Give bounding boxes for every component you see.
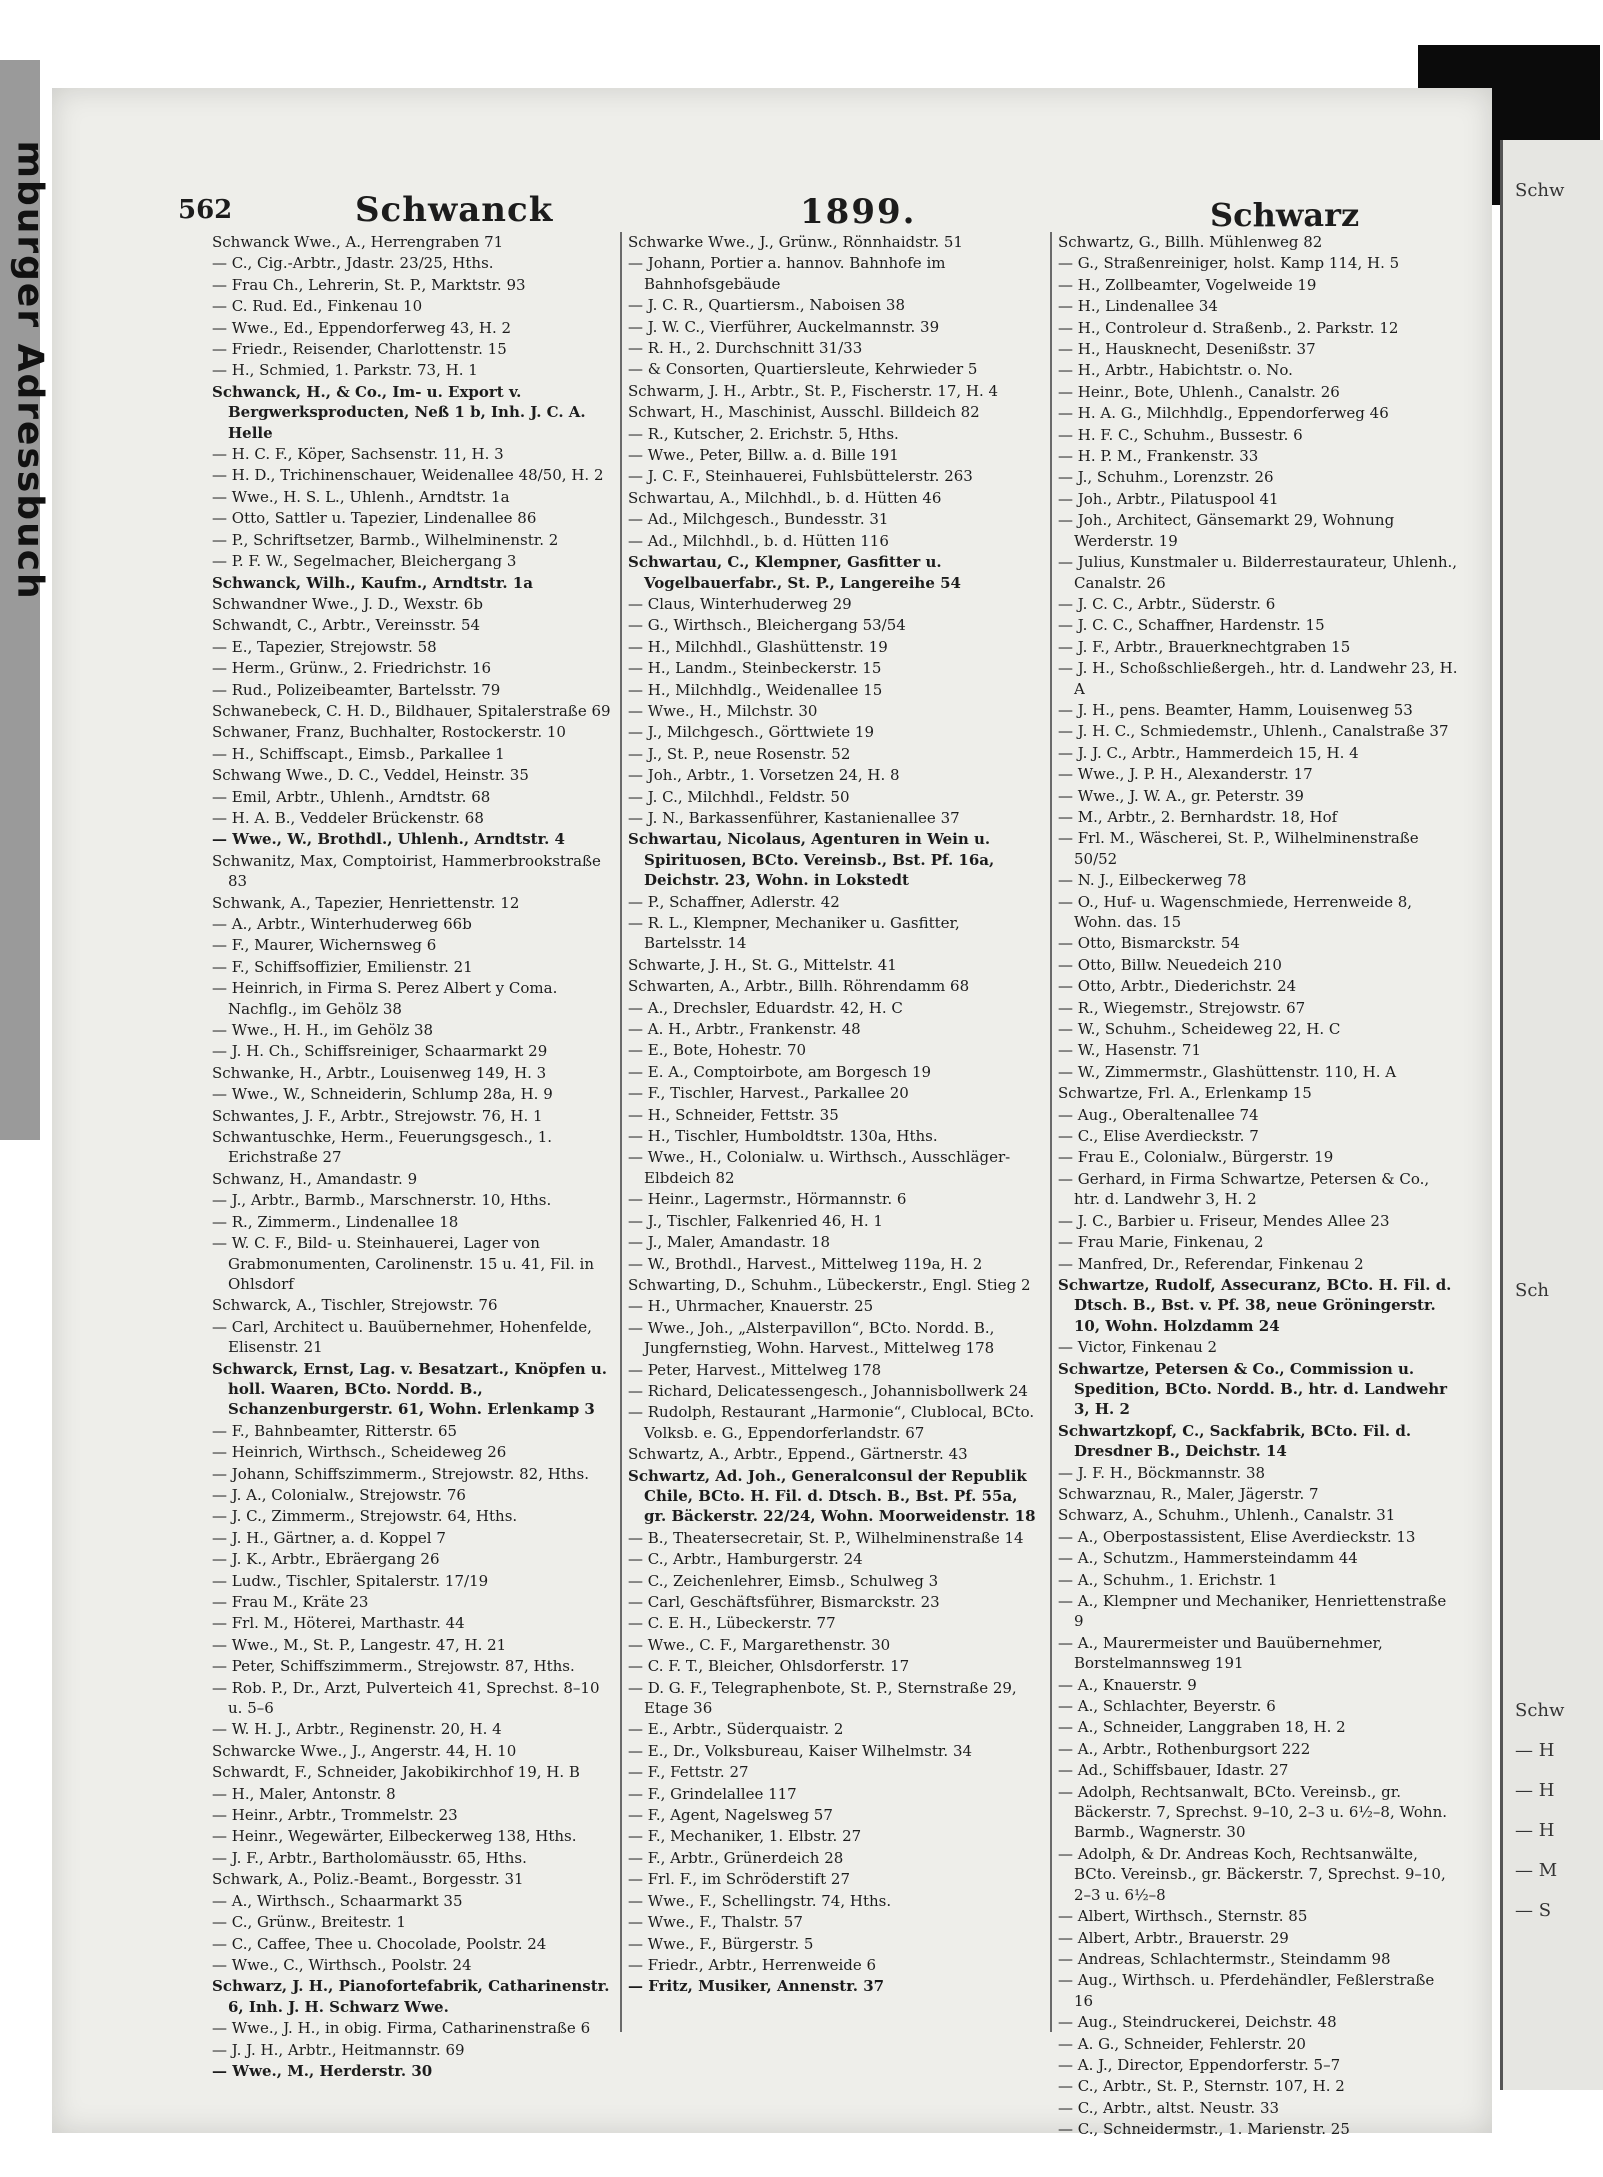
- next-page-fragment: Schw: [1515, 180, 1565, 201]
- directory-entry: — Wwe., H. S. L., Uhlenh., Arndtstr. 1a: [212, 487, 510, 506]
- directory-entry: — G., Wirthsch., Bleichergang 53/54: [628, 616, 906, 635]
- next-page-fragment: — H: [1515, 1780, 1555, 1801]
- directory-entry: — J. F. H., Böckmannstr. 38: [1058, 1463, 1266, 1482]
- directory-entry: — J., Milchgesch., Görttwiete 19: [628, 723, 874, 742]
- directory-entry: — J. C. C., Schaffner, Hardenstr. 15: [1058, 616, 1325, 635]
- directory-entry: — C., Zeichenlehrer, Eimsb., Schulweg 3: [628, 1571, 939, 1590]
- directory-entry: — A., Maurermeister und Bauübernehmer, Borstelmannsweg 191: [1058, 1633, 1383, 1673]
- directory-entry: — H., Uhrmacher, Knauerstr. 25: [628, 1297, 874, 1316]
- directory-entry: — Ad., Schiffsbauer, Idastr. 27: [1058, 1761, 1289, 1780]
- directory-entry: Schwaner, Franz, Buchhalter, Rostockerstr. 10: [212, 723, 566, 742]
- directory-entry: — W. H. J., Arbtr., Reginenstr. 20, H. 4: [212, 1720, 502, 1739]
- directory-entry: — Rudolph, Restaurant „Harmonie“, Clublocal, BCto. Volksb. e. G., Eppendorferlandstr. 67: [628, 1403, 1035, 1442]
- next-page-fragment: — M: [1515, 1860, 1558, 1881]
- directory-entry: — Wwe., C., Wirthsch., Poolstr. 24: [212, 1955, 472, 1974]
- directory-entry: — F., Maurer, Wichernsweg 6: [212, 936, 437, 955]
- directory-entry: — C., Schneidermstr., 1. Marienstr. 25: [1058, 2120, 1350, 2139]
- directory-entry: — E., Bote, Hohestr. 70: [628, 1041, 807, 1060]
- directory-entry: — Julius, Kunstmaler u. Bilderrestaurateur, Uhlenh., Canalstr. 26: [1058, 553, 1458, 592]
- directory-entry: — A., Klempner und Mechaniker, Henriettenstraße 9: [1058, 1592, 1447, 1631]
- directory-entry: — Frl. M., Höterei, Marthastr. 44: [212, 1614, 465, 1633]
- directory-entry: — J. F., Arbtr., Bartholomäusstr. 65, Hths.: [212, 1848, 527, 1867]
- directory-entry: — N. J., Eilbeckerweg 78: [1058, 871, 1247, 890]
- directory-column-3: [1058, 232, 1458, 2139]
- directory-entry: — J. J. C., Arbtr., Hammerdeich 15, H. 4: [1058, 743, 1359, 762]
- directory-entry: — Manfred, Dr., Referendar, Finkenau 2: [1058, 1254, 1364, 1273]
- directory-entry: — Wwe., M., Herderstr. 30: [212, 2061, 433, 2080]
- next-page-fragment: — S: [1515, 1900, 1552, 1921]
- directory-entry: — C., Caffee, Thee u. Chocolade, Poolstr. 24: [212, 1934, 547, 1953]
- directory-entry: Schwarz, A., Schuhm., Uhlenh., Canalstr. 31: [1058, 1506, 1396, 1525]
- directory-entry: — Ludw., Tischler, Spitalerstr. 17/19: [212, 1571, 489, 1590]
- adjacent-book-spine: [0, 60, 51, 1140]
- directory-entry: — H., Controleur d. Straßenb., 2. Parkstr. 12: [1058, 318, 1399, 337]
- directory-entry: — A. H., Arbtr., Frankenstr. 48: [628, 1020, 861, 1039]
- directory-entry: — Albert, Arbtr., Brauerstr. 29: [1058, 1928, 1289, 1947]
- directory-entry: — E., Arbtr., Süderquaistr. 2: [628, 1720, 844, 1739]
- directory-entry: — Ad., Milchhdl., b. d. Hütten 116: [628, 531, 889, 550]
- directory-entry: — F., Mechaniker, 1. Elbstr. 27: [628, 1827, 862, 1846]
- directory-entry: — Wwe., Ed., Eppendorferweg 43, H. 2: [212, 318, 512, 337]
- directory-entry: — C. Rud. Ed., Finkenau 10: [212, 297, 423, 316]
- directory-entry: Schwardt, F., Schneider, Jakobikirchhof 19, H. B: [212, 1763, 580, 1782]
- directory-entry: — Herm., Grünw., 2. Friedrichstr. 16: [212, 659, 492, 678]
- directory-entry: — Wwe., H., Colonialw. u. Wirthsch., Ausschläger-Elbdeich 82: [628, 1148, 1011, 1187]
- directory-entry: Schwartz, Ad. Joh., Generalconsul der Republik Chile, BCto. H. Fil. d. Dtsch. B., Bst. Pf. 55a, gr. Bäckerstr. 22/24, Wohn. Moorweidenstr. 18: [628, 1466, 1036, 1526]
- directory-entry: — Carl, Geschäftsführer, Bismarckstr. 23: [628, 1593, 940, 1611]
- directory-entry: — J. J. H., Arbtr., Heitmannstr. 69: [212, 2040, 465, 2059]
- directory-entry: Schwark, A., Poliz.-Beamt., Borgesstr. 31: [212, 1870, 524, 1889]
- directory-entry: — F., Arbtr., Grünerdeich 28: [628, 1848, 844, 1867]
- directory-entry: — B., Theatersecretair, St. P., Wilhelminenstraße 14: [628, 1528, 1024, 1547]
- directory-entry: — Adolph, & Dr. Andreas Koch, Rechtsanwälte, BCto. Vereinsb., gr. Bäckerstr. 7, Sprechst. 9–10, 2–3 u. 6½–8: [1058, 1844, 1446, 1904]
- directory-entry: — A., Schneider, Langgraben 18, H. 2: [1058, 1718, 1346, 1737]
- directory-entry: — Otto, Bismarckstr. 54: [1058, 934, 1240, 953]
- directory-entry: Schwarznau, R., Maler, Jägerstr. 7: [1058, 1484, 1319, 1503]
- column-divider: [1050, 232, 1052, 2032]
- directory-entry: Schwartau, A., Milchhdl., b. d. Hütten 46: [628, 488, 942, 507]
- directory-entry: — H. D., Trichinenschauer, Weidenallee 48/50, H. 2: [212, 466, 604, 485]
- directory-entry: Schwanebeck, C. H. D., Bildhauer, Spitalerstraße 69: [212, 701, 611, 720]
- directory-entry: — Otto, Billw. Neuedeich 210: [1058, 955, 1282, 974]
- directory-entry: — A., Schuhm., 1. Erichstr. 1: [1058, 1570, 1278, 1589]
- directory-entry: — C., Elise Averdieckstr. 7: [1058, 1127, 1259, 1146]
- directory-entry: Schwarte, J. H., St. G., Mittelstr. 41: [628, 955, 897, 974]
- directory-entry: — J. H., pens. Beamter, Hamm, Louisenweg 53: [1058, 700, 1413, 719]
- directory-entry: — J. C., Zimmerm., Strejowstr. 64, Hths.: [212, 1507, 518, 1526]
- running-head-left: Schwanck: [355, 190, 554, 230]
- directory-entry: — Wwe., J. W. A., gr. Peterstr. 39: [1058, 786, 1304, 805]
- directory-entry: Schwanke, H., Arbtr., Louisenweg 149, H. 3: [212, 1063, 547, 1082]
- directory-entry: — Aug., Wirthsch. u. Pferdehändler, Feßlerstraße 16: [1058, 1971, 1435, 2010]
- directory-entry: — H. C. F., Köper, Sachsenstr. 11, H. 3: [212, 445, 504, 464]
- directory-entry: — Claus, Winterhuderweg 29: [628, 594, 852, 613]
- next-page-fragment: Schw: [1515, 1700, 1565, 1721]
- directory-entry: — H. F. C., Schuhm., Bussestr. 6: [1058, 425, 1303, 444]
- directory-entry: — J. K., Arbtr., Ebräergang 26: [212, 1550, 440, 1569]
- directory-column-1: [212, 232, 612, 2080]
- directory-entry: — C., Cig.-Arbtr., Jdastr. 23/25, Hths.: [212, 254, 494, 273]
- directory-entry: Schwarten, A., Arbtr., Billh. Röhrendamm 68: [628, 977, 970, 996]
- directory-entry: Schwantes, J. F., Arbtr., Strejowstr. 76, H. 1: [212, 1106, 543, 1125]
- directory-entry: Schwartz, A., Arbtr., Eppend., Gärtnerstr. 43: [628, 1445, 968, 1464]
- directory-entry: — H., Milchhdlg., Weidenallee 15: [628, 680, 883, 699]
- directory-entry: — A., Arbtr., Winterhuderweg 66b: [212, 915, 472, 933]
- directory-entry: — Friedr., Arbtr., Herrenweide 6: [628, 1955, 877, 1974]
- directory-entry: — Aug., Oberaltenallee 74: [1058, 1105, 1259, 1124]
- directory-entry: — C. E. H., Lübeckerstr. 77: [628, 1614, 836, 1633]
- directory-entry: — Wwe., F., Schellingstr. 74, Hths.: [628, 1891, 892, 1910]
- directory-entry: — A., Knauerstr. 9: [1058, 1675, 1197, 1694]
- directory-entry: — M., Arbtr., 2. Bernhardstr. 18, Hof: [1058, 807, 1338, 826]
- directory-entry: — F., Schiffsoffizier, Emilienstr. 21: [212, 957, 473, 976]
- directory-entry: Schwartz, G., Billh. Mühlenweg 82: [1058, 233, 1323, 251]
- directory-entry: — Johann, Portier a. hannov. Bahnhofe im Bahnhofsgebäude: [628, 254, 946, 293]
- directory-entry: — Otto, Sattler u. Tapezier, Lindenallee 86: [212, 509, 537, 528]
- directory-entry: — P. F. W., Segelmacher, Bleichergang 3: [212, 552, 517, 571]
- directory-entry: — W., Hasenstr. 71: [1058, 1041, 1201, 1060]
- directory-entry: — Frl. M., Wäscherei, St. P., Wilhelminenstraße 50/52: [1058, 829, 1419, 868]
- directory-entry: Schwanck, Wilh., Kaufm., Arndtstr. 1a: [212, 573, 533, 592]
- directory-entry: — Heinrich, Wirthsch., Scheideweg 26: [212, 1443, 507, 1462]
- directory-entry: — E., Tapezier, Strejowstr. 58: [212, 637, 437, 656]
- directory-entry: — P., Schaffner, Adlerstr. 42: [628, 892, 840, 911]
- directory-entry: — Aug., Steindruckerei, Deichstr. 48: [1058, 2013, 1337, 2032]
- directory-entry: — Joh., Arbtr., Pilatuspool 41: [1058, 489, 1279, 508]
- directory-entry: Schwarck, Ernst, Lag. v. Besatzart., Knöpfen u. holl. Waaren, BCto. Nordd. B., Schanzenburgerstr. 61, Wohn. Erlenkamp 3: [212, 1359, 608, 1419]
- directory-entry: — Wwe., M., St. P., Langestr. 47, H. 21: [212, 1635, 507, 1654]
- directory-entry: — & Consorten, Quartiersleute, Kehrwieder 5: [628, 360, 978, 379]
- directory-entry: Schwanck, H., & Co., Im- u. Export v. Bergwerksproducten, Neß 1 b, Inh. J. C. A. Helle: [212, 382, 586, 442]
- directory-entry: Schwandt, C., Arbtr., Vereinsstr. 54: [212, 616, 481, 635]
- directory-entry: — Joh., Architect, Gänsemarkt 29, Wohnung Werderstr. 19: [1058, 511, 1395, 550]
- directory-entry: — H., Schneider, Fettstr. 35: [628, 1105, 839, 1124]
- directory-entry: Schwang Wwe., D. C., Veddel, Heinstr. 35: [212, 766, 529, 785]
- page-number: 562: [178, 195, 233, 225]
- directory-entry: — R., Zimmerm., Lindenallee 18: [212, 1212, 459, 1231]
- directory-entry: — A., Schutzm., Hammersteindamm 44: [1058, 1549, 1358, 1568]
- directory-entry: — R., Kutscher, 2. Erichstr. 5, Hths.: [628, 424, 899, 443]
- directory-entry: Schwarcke Wwe., J., Angerstr. 44, H. 10: [212, 1741, 517, 1760]
- directory-entry: — J. F., Arbtr., Brauerknechtgraben 15: [1058, 637, 1351, 656]
- directory-entry: Schwarck, A., Tischler, Strejowstr. 76: [212, 1296, 498, 1315]
- directory-entry: — J. C., Barbier u. Friseur, Mendes Allee 23: [1058, 1211, 1390, 1230]
- directory-entry: Schwartze, Petersen & Co., Commission u. Spedition, BCto. Nordd. B., htr. d. Landwehr 3, H. 2: [1058, 1359, 1448, 1419]
- directory-entry: — Fritz, Musiker, Annenstr. 37: [628, 1977, 885, 1996]
- directory-entry: — Gerhard, in Firma Schwartze, Petersen & Co., htr. d. Landwehr 3, H. 2: [1058, 1169, 1430, 1209]
- directory-entry: — D. G. F., Telegraphenbote, St. P., Sternstraße 29, Etage 36: [628, 1678, 1017, 1718]
- directory-entry: — W., Schuhm., Scheideweg 22, H. C: [1058, 1020, 1341, 1039]
- directory-entry: — Rob. P., Dr., Arzt, Pulverteich 41, Sprechst. 8–10 u. 5–6: [212, 1678, 600, 1718]
- directory-entry: — J. A., Colonialw., Strejowstr. 76: [212, 1485, 466, 1504]
- directory-entry: — Albert, Wirthsch., Sternstr. 85: [1058, 1907, 1308, 1926]
- directory-entry: — Rud., Polizeibeamter, Bartelsstr. 79: [212, 680, 501, 699]
- directory-entry: Schwartau, C., Klempner, Gasfitter u. Vogelbauerfabr., St. P., Langereihe 54: [628, 553, 961, 592]
- directory-entry: — R. L., Klempner, Mechaniker u. Gasfitter, Bartelsstr. 14: [628, 914, 960, 953]
- directory-entry: Schwartze, Frl. A., Erlenkamp 15: [1058, 1084, 1312, 1103]
- directory-entry: — A., Schlachter, Beyerstr. 6: [1058, 1697, 1276, 1716]
- directory-column-2: [628, 232, 1043, 2072]
- directory-entry: Schwart, H., Maschinist, Ausschl. Billdeich 82: [628, 403, 980, 422]
- directory-entry: — Richard, Delicatessengesch., Johannisbollwerk 24: [628, 1381, 1028, 1400]
- directory-entry: — Adolph, Rechtsanwalt, BCto. Vereinsb., gr. Bäckerstr. 7, Sprechst. 9–10, 2–3 u. 6½–8, Wohn. Barmb., Wagnerstr. 30: [1058, 1782, 1448, 1842]
- directory-entry: — H., Tischler, Humboldtstr. 130a, Hths.: [628, 1127, 938, 1146]
- column-divider: [620, 232, 622, 2032]
- directory-entry: Schwartau, Nicolaus, Agenturen in Wein u. Spirituosen, BCto. Vereinsb., Bst. Pf. 16a, Deichstr. 23, Wohn. in Lokstedt: [628, 830, 995, 890]
- directory-entry: — J. C. C., Arbtr., Süderstr. 6: [1058, 594, 1276, 613]
- directory-entry: — H., Zollbeamter, Vogelweide 19: [1058, 275, 1317, 294]
- directory-entry: — Joh., Arbtr., 1. Vorsetzen 24, H. 8: [628, 766, 900, 785]
- directory-entry: — P., Schriftsetzer, Barmb., Wilhelminenstr. 2: [212, 530, 559, 549]
- directory-entry: — Wwe., F., Bürgerstr. 5: [628, 1934, 814, 1953]
- directory-entry: — H., Schiffscapt., Eimsb., Parkallee 1: [212, 744, 505, 763]
- directory-entry: — H. A. G., Milchhdlg., Eppendorferweg 46: [1058, 404, 1389, 423]
- directory-entry: — C., Arbtr., altst. Neustr. 33: [1058, 2098, 1280, 2117]
- directory-entry: — R. H., 2. Durchschnitt 31/33: [628, 339, 863, 358]
- directory-entry: — Emil, Arbtr., Uhlenh., Arndtstr. 68: [212, 787, 491, 806]
- directory-entry: — J. H., Gärtner, a. d. Koppel 7: [212, 1528, 446, 1547]
- directory-entry: — E. A., Comptoirbote, am Borgesch 19: [628, 1062, 932, 1081]
- directory-entry: — A. J., Director, Eppendorferstr. 5–7: [1058, 2055, 1341, 2074]
- directory-entry: Schwandner Wwe., J. D., Wexstr. 6b: [212, 594, 483, 613]
- directory-entry: — W., Zimmermstr., Glashüttenstr. 110, H. A: [1058, 1062, 1397, 1081]
- directory-entry: — F., Bahnbeamter, Ritterstr. 65: [212, 1421, 458, 1440]
- directory-entry: Schwartzkopf, C., Sackfabrik, BCto. Fil. d. Dresdner B., Deichstr. 14: [1058, 1421, 1412, 1461]
- directory-entry: Schwarz, J. H., Pianofortefabrik, Catharinenstr. 6, Inh. J. H. Schwarz Wwe.: [212, 1977, 610, 2016]
- directory-entry: — Victor, Finkenau 2: [1058, 1338, 1218, 1357]
- directory-entry: — R., Wiegemstr., Strejowstr. 67: [1058, 998, 1306, 1017]
- directory-entry: — Peter, Harvest., Mittelweg 178: [628, 1360, 882, 1379]
- next-page-edge: [1500, 140, 1603, 2090]
- directory-entry: — A., Arbtr., Rothenburgsort 222: [1058, 1739, 1311, 1758]
- directory-entry: — Heinr., Lagermstr., Hörmannstr. 6: [628, 1190, 907, 1209]
- directory-entry: — J. H. C., Schmiedemstr., Uhlenh., Canalstraße 37: [1058, 722, 1449, 741]
- directory-entry: — C. F. T., Bleicher, Ohlsdorferstr. 17: [628, 1657, 910, 1676]
- directory-entry: — Heinr., Wegewärter, Eilbeckerweg 138, Hths.: [212, 1827, 577, 1846]
- directory-entry: — Wwe., C. F., Margarethenstr. 30: [628, 1635, 891, 1654]
- spine-label: mburger Adressbuch: [9, 140, 51, 601]
- directory-entry: — J., St. P., neue Rosenstr. 52: [628, 744, 851, 763]
- directory-entry: Schwarke Wwe., J., Grünw., Rönnhaidstr. 51: [628, 233, 963, 251]
- directory-entry: — H., Schmied, 1. Parkstr. 73, H. 1: [212, 361, 478, 380]
- directory-entry: — J. N., Barkassenführer, Kastanienallee 37: [628, 808, 960, 827]
- directory-entry: — C., Grünw., Breitestr. 1: [212, 1913, 406, 1932]
- directory-entry: — J., Schuhm., Lorenzstr. 26: [1058, 468, 1274, 487]
- directory-entry: — Wwe., F., Thalstr. 57: [628, 1913, 803, 1932]
- directory-entry: — Wwe., W., Brothdl., Uhlenh., Arndtstr. 4: [212, 830, 565, 849]
- directory-entry: — Johann, Schiffszimmerm., Strejowstr. 82, Hths.: [212, 1464, 589, 1483]
- directory-entry: — Frau E., Colonialw., Bürgerstr. 19: [1058, 1148, 1334, 1167]
- directory-entry: — Frau M., Kräte 23: [212, 1593, 369, 1611]
- directory-entry: — Wwe., J. P. H., Alexanderstr. 17: [1058, 765, 1313, 784]
- running-head-year: 1899.: [800, 192, 917, 232]
- directory-entry: — Carl, Architect u. Bauübernehmer, Hohenfelde, Elisenstr. 21: [212, 1317, 592, 1357]
- directory-entry: — F., Agent, Nagelsweg 57: [628, 1806, 833, 1825]
- directory-entry: — Wwe., W., Schneiderin, Schlump 28a, H. 9: [212, 1085, 553, 1104]
- directory-entry: — J. C., Milchhdl., Feldstr. 50: [628, 787, 850, 806]
- directory-entry: — J. H., Schoßschließergeh., htr. d. Landwehr 23, H. A: [1058, 659, 1458, 698]
- directory-entry: — H., Landm., Steinbeckerstr. 15: [628, 659, 882, 678]
- directory-entry: — H., Maler, Antonstr. 8: [212, 1784, 396, 1803]
- directory-entry: — Ad., Milchgesch., Bundesstr. 31: [628, 510, 889, 529]
- directory-entry: Schwanck Wwe., A., Herrengraben 71: [212, 233, 504, 251]
- directory-entry: — J. W. C., Vierführer, Auckelmannstr. 39: [628, 317, 940, 336]
- directory-entry: — G., Straßenreiniger, holst. Kamp 114, H. 5: [1058, 254, 1400, 273]
- next-page-fragment: Sch: [1515, 1280, 1550, 1301]
- directory-entry: — H., Milchhdl., Glashüttenstr. 19: [628, 637, 888, 656]
- directory-entry: — Heinr., Arbtr., Trommelstr. 23: [212, 1806, 458, 1825]
- directory-entry: — Peter, Schiffszimmerm., Strejowstr. 87, Hths.: [212, 1657, 575, 1676]
- directory-entry: — C., Arbtr., Hamburgerstr. 24: [628, 1550, 863, 1569]
- next-page-fragment: — H: [1515, 1820, 1555, 1841]
- directory-entry: — Friedr., Reisender, Charlottenstr. 15: [212, 340, 507, 359]
- directory-entry: — H., Lindenallee 34: [1058, 297, 1218, 316]
- next-page-fragment: — H: [1515, 1740, 1555, 1761]
- directory-entry: — Wwe., H. H., im Gehölz 38: [212, 1021, 434, 1040]
- directory-entry: — C., Arbtr., St. P., Sternstr. 107, H. 2: [1058, 2077, 1345, 2096]
- directory-entry: — O., Huf- u. Wagenschmiede, Herrenweide 8, Wohn. das. 15: [1058, 892, 1413, 931]
- directory-entry: — J., Tischler, Falkenried 46, H. 1: [628, 1211, 883, 1230]
- directory-entry: — J., Maler, Amandastr. 18: [628, 1233, 831, 1252]
- directory-entry: — Frau Marie, Finkenau, 2: [1058, 1233, 1264, 1252]
- directory-entry: — H., Arbtr., Habichtstr. o. No.: [1058, 361, 1293, 380]
- directory-entry: Schwanitz, Max, Comptoirist, Hammerbrookstraße 83: [212, 851, 601, 891]
- directory-entry: — Heinr., Bote, Uhlenh., Canalstr. 26: [1058, 382, 1340, 401]
- directory-entry: — F., Fettstr. 27: [628, 1763, 749, 1782]
- directory-entry: — J. C. R., Quartiersm., Naboisen 38: [628, 296, 905, 315]
- directory-entry: — Andreas, Schlachtermstr., Steindamm 98: [1058, 1949, 1391, 1968]
- directory-entry: — H. P. M., Frankenstr. 33: [1058, 447, 1259, 466]
- directory-entry: — J., Arbtr., Barmb., Marschnerstr. 10, Hths.: [212, 1191, 552, 1210]
- directory-entry: Schwarting, D., Schuhm., Lübeckerstr., Engl. Stieg 2: [628, 1275, 1031, 1294]
- directory-entry: — H. A. B., Veddeler Brückenstr. 68: [212, 808, 484, 827]
- directory-entry: — F., Tischler, Harvest., Parkallee 20: [628, 1084, 909, 1103]
- running-head-right: Schwarz: [1210, 196, 1360, 234]
- directory-entry: — Wwe., Peter, Billw. a. d. Bille 191: [628, 446, 899, 465]
- directory-entry: — J. H. Ch., Schiffsreiniger, Schaarmarkt 29: [212, 1042, 548, 1061]
- directory-entry: — E., Dr., Volksbureau, Kaiser Wilhelmstr. 34: [628, 1741, 973, 1760]
- directory-entry: Schwanz, H., Amandastr. 9: [212, 1169, 418, 1188]
- directory-entry: — A. G., Schneider, Fehlerstr. 20: [1058, 2034, 1306, 2053]
- directory-entry: — A., Drechsler, Eduardstr. 42, H. C: [628, 998, 903, 1017]
- directory-entry: — A., Wirthsch., Schaarmarkt 35: [212, 1891, 463, 1910]
- directory-entry: — Frl. F., im Schröderstift 27: [628, 1870, 850, 1889]
- directory-entry: — Frau Ch., Lehrerin, St. P., Marktstr. 93: [212, 275, 526, 294]
- directory-entry: — W., Brothdl., Harvest., Mittelweg 119a, H. 2: [628, 1254, 983, 1273]
- directory-entry: — F., Grindelallee 117: [628, 1784, 797, 1803]
- directory-entry: Schwantuschke, Herm., Feuerungsgesch., 1. Erichstraße 27: [212, 1128, 553, 1167]
- directory-entry: — H., Hausknecht, Desenißstr. 37: [1058, 340, 1316, 359]
- directory-entry: — A., Oberpostassistent, Elise Averdieckstr. 13: [1058, 1527, 1416, 1546]
- directory-entry: — Heinrich, in Firma S. Perez Albert y Coma. Nachflg., im Gehölz 38: [212, 979, 558, 1018]
- directory-entry: — Otto, Arbtr., Diederichstr. 24: [1058, 977, 1297, 996]
- directory-entry: — Wwe., H., Milchstr. 30: [628, 701, 818, 720]
- directory-entry: Schwank, A., Tapezier, Henriettenstr. 12: [212, 893, 520, 912]
- directory-entry: — J. C. F., Steinhauerei, Fuhlsbüttelerstr. 263: [628, 467, 973, 486]
- directory-entry: — W. C. F., Bild- u. Steinhauerei, Lager von Grabmonumenten, Carolinenstr. 15 u. 41, Fil. in Ohlsdorf: [212, 1234, 595, 1293]
- directory-entry: Schwartze, Rudolf, Assecuranz, BCto. H. Fil. d. Dtsch. B., Bst. v. Pf. 38, neue Gröningerstr. 10, Wohn. Holzdamm 24: [1058, 1275, 1452, 1335]
- directory-entry: — Wwe., Joh., „Alsterpavillon“, BCto. Nordd. B., Jungfernstieg, Wohn. Harvest., Mittelweg 178: [628, 1318, 995, 1358]
- directory-entry: Schwarm, J. H., Arbtr., St. P., Fischerstr. 17, H. 4: [628, 381, 999, 400]
- directory-entry: — Wwe., J. H., in obig. Firma, Catharinenstraße 6: [212, 2019, 591, 2038]
